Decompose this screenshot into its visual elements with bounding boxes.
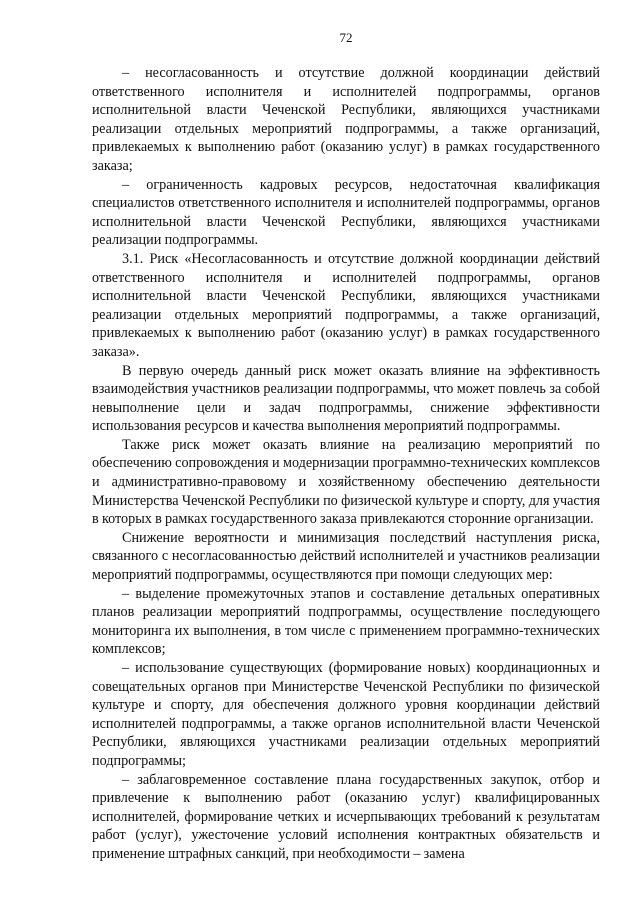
paragraph-risk-staff: – ограниченность кадровых ресурсов, недостаточная квалификация специалистов ответственного исполнителя и исполнителей подпрограммы, органов исполнительной власти Чеченской Республики, являющихся участниками реализации подпрограммы.: [92, 176, 600, 249]
document-page: [92, 30, 600, 864]
paragraph-risk-3-1: 3.1. Риск «Несогласованность и отсутствие должной координации действий ответственного исполнителя и исполнителей подпрограммы, органов исполнительной власти Чеченской Республики, являющихся участниками реализации отдельных мероприятий подпрограммы, а также организаций, привлекаемых к выполнению работ (оказанию услуг) в рамках государственного заказа».: [92, 250, 600, 360]
paragraph-measure-stages: – выделение промежуточных этапов и составление детальных оперативных планов реализации мероприятий подпрограммы, осуществление последующего мониторинга их выполнения, в том числе с применением программно-технических комплексов;: [92, 585, 600, 658]
paragraph-risk-impact: В первую очередь данный риск может оказать влияние на эффективность взаимодействия участников реализации подпрограммы, что может повлечь за собой невыполнение цели и задач подпрограммы, снижение эффективности использования ресурсов и качества выполнения мероприятий подпрограммы.: [92, 362, 600, 435]
paragraph-measure-procurement: – заблаговременное составление плана государственных закупок, отбор и привлечение к выполнению работ (оказанию услуг) квалифицированных исполнителей, формирование четких и исчерпывающих требований к результатам работ (услуг), ужесточение условий исполнения контрактных обязательств и применение штрафных санкций, при необходимости – замена: [92, 771, 600, 862]
paragraph-risk-influence: Также риск может оказать влияние на реализацию мероприятий по обеспечению сопровождения и модернизации программно-технических комплексов и административно-правовому и хозяйственному обеспечению деятельности Министерства Чеченской Республики по физической культуре и спорту, для участия в которых в рамках государственного заказа привлекаются сторонние организации.: [92, 436, 600, 528]
page-number: 72: [339, 30, 353, 45]
paragraph-measure-bodies: – использование существующих (формирование новых) координационных и совещательных органов при Министерстве Чеченской Республики по физической культуре и спорту, для обеспечения должного уровня координации действий исполнителей подпрограммы, а также органов исполнительной власти Чеченской Республики, являющихся участниками реализации отдельных мероприятий подпрограммы;: [92, 660, 600, 769]
paragraph-mitigation-intro: Снижение вероятности и минимизация последствий наступления риска, связанного с несогласованностью действий исполнителей и участников реализации мероприятий подпрограммы, осуществляются при помощи следующих мер:: [92, 529, 600, 584]
paragraph-risk-inconsistency: – несогласованность и отсутствие должной координации действий ответственного исполнителя и исполнителей подпрограммы, органов исполнительной власти Чеченской Республики, являющихся участниками реализации отдельных мероприятий подпрограммы, а также организаций, привлекаемых к выполнению работ (оказанию услуг) в рамках государственного заказа;: [92, 65, 600, 174]
